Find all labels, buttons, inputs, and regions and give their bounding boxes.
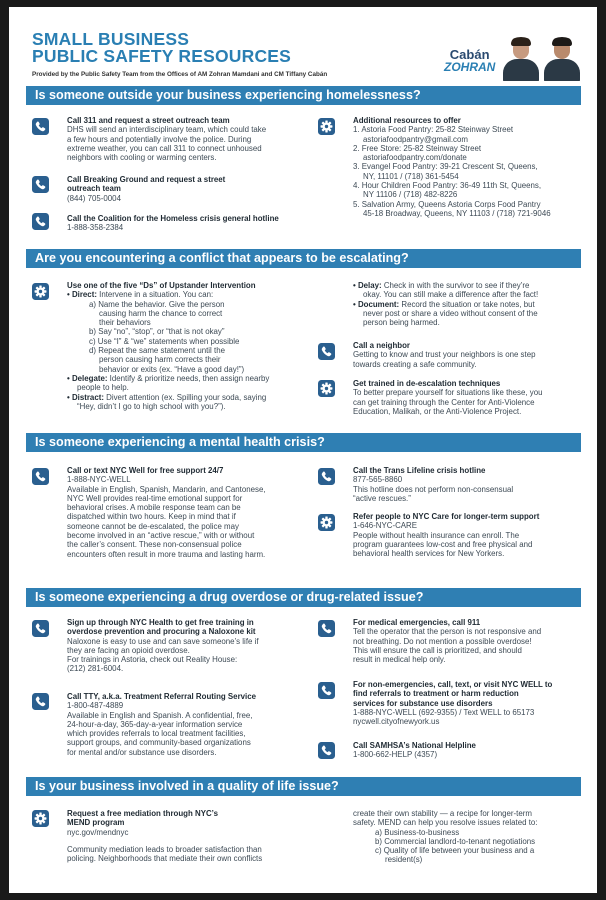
resource-item: 5. Salvation Army, Queens Astoria Corps Food Pantry [353, 199, 541, 209]
text-line: Community mediation leads to broader satisfaction than [67, 844, 262, 854]
text-line: result in medical help only. [353, 655, 446, 665]
text-line: “active rescues.” [353, 493, 411, 503]
header [32, 31, 572, 91]
flyer-page [9, 7, 597, 893]
call-311-block [67, 116, 317, 162]
portrait-photo-1 [501, 37, 541, 81]
portrait-photo-2 [542, 37, 582, 81]
text-line: towards creating a safe community. [353, 359, 477, 369]
text-line: To better prepare yourself for situations like these, you [353, 388, 543, 398]
document-text: Record the situation or take notes, but [399, 299, 535, 309]
text-line: 1-888-NYC-WELL (692-9355) / Text WELL to 65173 [353, 707, 535, 717]
phone-icon [32, 693, 49, 710]
website-link: nycwell.cityofnewyork.us [353, 717, 440, 727]
text-line: Available in English and Spanish. A confidential, free, [67, 710, 253, 720]
delegate-text: Identify & prioritize needs, then assign nearby [107, 373, 270, 383]
text-line: Naloxone is easy to use and can save someone’s life if [67, 636, 259, 646]
phone-icon [318, 742, 335, 759]
title-line-2: PUBLIC SAFETY RESOURCES [32, 46, 292, 66]
text-line: not breathing. Do not mention a possible overdose! [353, 636, 532, 646]
samhsa-heading: Call SAMHSA’s National Helpline [353, 741, 476, 750]
gear-icon [318, 380, 335, 397]
phone-number: 1-800-662-HELP (4357) [353, 750, 438, 760]
resource-link: astoriafoodpantry.com/donate [363, 153, 467, 163]
nyc-well-block [67, 466, 317, 559]
mend-heading: Request a free mediation through NYC’s [67, 809, 218, 818]
resource-email: astoriafoodpantry@gmail.com [363, 134, 468, 144]
text-line: behavioral health services for New Yorkers. [353, 549, 505, 559]
resource-detail: 45-18 Broadway, Queens, NY 11103 / (718) 721-9046 [363, 208, 551, 218]
text-line: someone cannot be de-escalated, the police may [67, 521, 239, 531]
direct-option: behavior or exits (ex. “Have a good day!”) [99, 364, 245, 374]
gear-icon [318, 118, 335, 135]
section-quality-of-life-title: Is your business involved in a quality of life issue? [26, 777, 581, 796]
trans-lifeline-heading: Call the Trans Lifeline crisis hotline [353, 466, 486, 475]
distract-text: Divert attention (ex. Spilling your soda, saying [103, 392, 267, 402]
text-line: become involved in an “active rescue,” with or without [67, 531, 255, 541]
text-line: program guarantees low-cost and free physical and [353, 539, 533, 549]
text-line: People without health insurance can enroll. The [353, 530, 520, 540]
issue-item: a) Business-to-business [375, 827, 460, 837]
mend-block [67, 809, 317, 863]
resource-item: 4. Hour Children Food Pantry: 36-49 11th St, Queens, [353, 181, 542, 191]
section-homelessness-title: Is someone outside your business experiencing homelessness? [26, 86, 581, 105]
non-emergency-heading-2: find referrals to treatment or harm reduction [353, 689, 519, 699]
text-line: create their own stability — a recipe for longer-term [353, 809, 532, 818]
call-neighbor-heading: Call a neighbor [353, 341, 410, 350]
section-overdose-title: Is someone experiencing a drug overdose or drug-related issue? [26, 588, 581, 607]
mend-link: nyc.gov/mendnyc [67, 827, 129, 837]
five-ds-heading: Use one of the five “Ds” of Upstander Intervention [67, 281, 256, 290]
medical-emergency-block [353, 618, 589, 664]
breaking-ground-block [67, 175, 317, 203]
medical-emergency-heading: For medical emergencies, call 911 [353, 618, 481, 627]
page-title [32, 31, 291, 65]
direct-option: person causing harm corrects their [99, 355, 221, 365]
gear-icon [318, 514, 335, 531]
samhsa-block [353, 741, 589, 760]
text-line: 24-hour-a-day, 365-day-a-year information service [67, 719, 243, 729]
text-line: DHS will send an interdisciplinary team, which could take [67, 125, 267, 135]
text-line: Education, Malikah, or the Anti-Violence Project. [353, 406, 522, 416]
phone-number: 1-800-487-4889 [67, 701, 124, 711]
direct-option: a) Name the behavior. Give the person [89, 299, 225, 309]
text-line: for mental and/or substance use disorders. [67, 747, 217, 757]
text-line: Tell the operator that the person is not responsive and [353, 627, 542, 637]
text-line: neighbors with cooling or warming centers. [67, 153, 217, 163]
distract-label: • Distract: [67, 392, 104, 402]
coalition-block [67, 214, 317, 233]
naloxone-block [67, 618, 317, 674]
phone-number: 1-888-358-2384 [67, 223, 124, 233]
section-mental-health-title: Is someone experiencing a mental health crisis? [26, 433, 581, 452]
phone-number: 1-646-NYC-CARE [353, 521, 418, 531]
delay-label: • Delay: [353, 281, 382, 290]
resource-item: 2. Free Store: 25-82 Steinway Street [353, 143, 482, 153]
non-emergency-block [353, 680, 589, 726]
logo-line-1: Cabán [449, 47, 490, 62]
phone-icon [318, 620, 335, 637]
phone-icon [318, 682, 335, 699]
direct-option: d) Repeat the same statement until the [89, 346, 225, 356]
text-line: which provides referrals to local treatment facilities, [67, 729, 246, 739]
phone-icon [32, 468, 49, 485]
section-conflict-title: Are you encountering a conflict that appears to be escalating? [26, 249, 581, 268]
text-line: Available in English, Spanish, Mandarin, and Cantonese, [67, 484, 266, 494]
text-line: dispatched within two hours. Keep in mind that if [67, 512, 236, 522]
tty-heading: Call TTY, a.k.a. Treatment Referral Routing Service [67, 692, 257, 701]
direct-label: • Direct: [67, 290, 97, 300]
text-line: the caller’s consent. These non-consensual police [67, 540, 242, 550]
direct-option: c) Use “I” & “we” statements when possible [89, 336, 240, 346]
nyc-care-heading: Refer people to NYC Care for longer-term support [353, 512, 540, 521]
text-line: they are facing an opioid overdose. [67, 645, 190, 655]
phone-number: 877-565-8860 [353, 475, 403, 485]
phone-icon [318, 343, 335, 360]
phone-icon [32, 176, 49, 193]
gear-icon [32, 810, 49, 827]
text-line: behavioral crises. A mobile response team can be [67, 503, 241, 513]
mend-heading-2: MEND program [67, 818, 125, 828]
de-escalation-heading: Get trained in de-escalation techniques [353, 379, 501, 388]
additional-resources-block [353, 116, 589, 218]
five-ds-block [67, 281, 317, 411]
mend-continued-block [353, 809, 589, 865]
text-line: safety. MEND can help you resolve issues related to: [353, 818, 538, 828]
text-line: Getting to know and trust your neighbors is one step [353, 350, 536, 360]
delegate-label: • Delegate: [67, 373, 108, 383]
text-line: For trainings in Astoria, check out Reality House: [67, 655, 238, 665]
document-text-3: person being harmed. [363, 318, 440, 328]
issue-item: resident(s) [385, 855, 423, 865]
nyc-care-block [353, 512, 589, 558]
delay-text: Check in with the survivor to see if they’re [381, 281, 530, 290]
de-escalation-block [353, 379, 589, 416]
phone-number: 1-888-NYC-WELL [67, 475, 131, 485]
delay-document-block [353, 281, 589, 327]
text-line: can get training through the Center for Anti-Violence [353, 397, 535, 407]
breaking-ground-heading-2: outreach team [67, 184, 121, 194]
coalition-heading: Call the Coalition for the Homeless crisis general hotline [67, 214, 279, 223]
direct-option: their behaviors [99, 318, 151, 328]
resource-item: 3. Evangel Food Pantry: 39-21 Crescent St, Queens, [353, 162, 538, 172]
text-line: support groups, and community-based organizations [67, 738, 251, 748]
text-line: extreme weather, you can call 311 to connect unhoused [67, 143, 262, 153]
breaking-ground-heading: Call Breaking Ground and request a street [67, 175, 226, 184]
additional-resources-heading: Additional resources to offer [353, 116, 461, 125]
gear-icon [32, 283, 49, 300]
phone-icon [32, 620, 49, 637]
text-line: This will ensure the call is prioritized, and should [353, 645, 522, 655]
phone-icon [32, 118, 49, 135]
subtitle: Provided by the Public Safety Team from the Offices of AM Zohran Mamdani and CM Tiffany Cabán [32, 71, 328, 78]
campaign-logo [444, 49, 495, 73]
nyc-well-heading: Call or text NYC Well for free support 24/7 [67, 466, 224, 475]
direct-option: b) Say “no”, “stop”, or “that is not okay” [89, 327, 225, 337]
non-emergency-heading-3: services for substance use disorders [353, 698, 493, 708]
resource-item: 1. Astoria Food Pantry: 25-82 Steinway Street [353, 125, 514, 135]
phone-number: (844) 705-0004 [67, 193, 121, 203]
resource-detail: NY 11106 / (718) 482-8226 [363, 190, 458, 200]
distract-text-2: “Hey, didn’t I go to high school with you?”). [77, 401, 226, 411]
text-line: (212) 281-6004. [67, 664, 124, 674]
phone-icon [32, 213, 49, 230]
naloxone-heading: Sign up through NYC Health to get free training in [67, 618, 254, 627]
text-line: This hotline does not perform non-consensual [353, 484, 514, 494]
document-text-2: never post or share a video without consent of the [363, 308, 538, 318]
text-line: NYC Well provides real-time emotional support for [67, 493, 243, 503]
resource-detail: NY, 11101 / (718) 361-5454 [363, 171, 459, 181]
logo-line-2: ZOHRAN [444, 60, 496, 74]
trans-lifeline-block [353, 466, 589, 503]
call-311-heading: Call 311 and request a street outreach team [67, 116, 230, 125]
phone-icon [318, 468, 335, 485]
text-line: policing. Neighborhoods that mediate their own conflicts [67, 854, 263, 864]
issue-item: b) Commercial landlord-to-tenant negotiations [375, 836, 536, 846]
text-line: encounters often result in more trauma and lasting harm. [67, 549, 266, 559]
title-line-1: SMALL BUSINESS [32, 29, 190, 49]
call-neighbor-block [353, 341, 589, 369]
direct-text: Intervene in a situation. You can: [96, 290, 214, 300]
direct-option: causing harm the chance to correct [99, 308, 223, 318]
tty-block [67, 692, 317, 757]
text-line: a few hours and potentially involve the police. During [67, 134, 252, 144]
non-emergency-heading: For non-emergencies, call, text, or visit NYC WELL to [353, 680, 553, 689]
document-label: • Document: [353, 299, 400, 309]
naloxone-heading-2: overdose prevention and procuring a Naloxone kit [67, 627, 256, 637]
delegate-text-2: people to help. [77, 383, 129, 393]
delay-text-2: okay. You can still make a difference after the fact! [363, 290, 539, 300]
issue-item: c) Quality of life between your business and a [375, 846, 535, 856]
